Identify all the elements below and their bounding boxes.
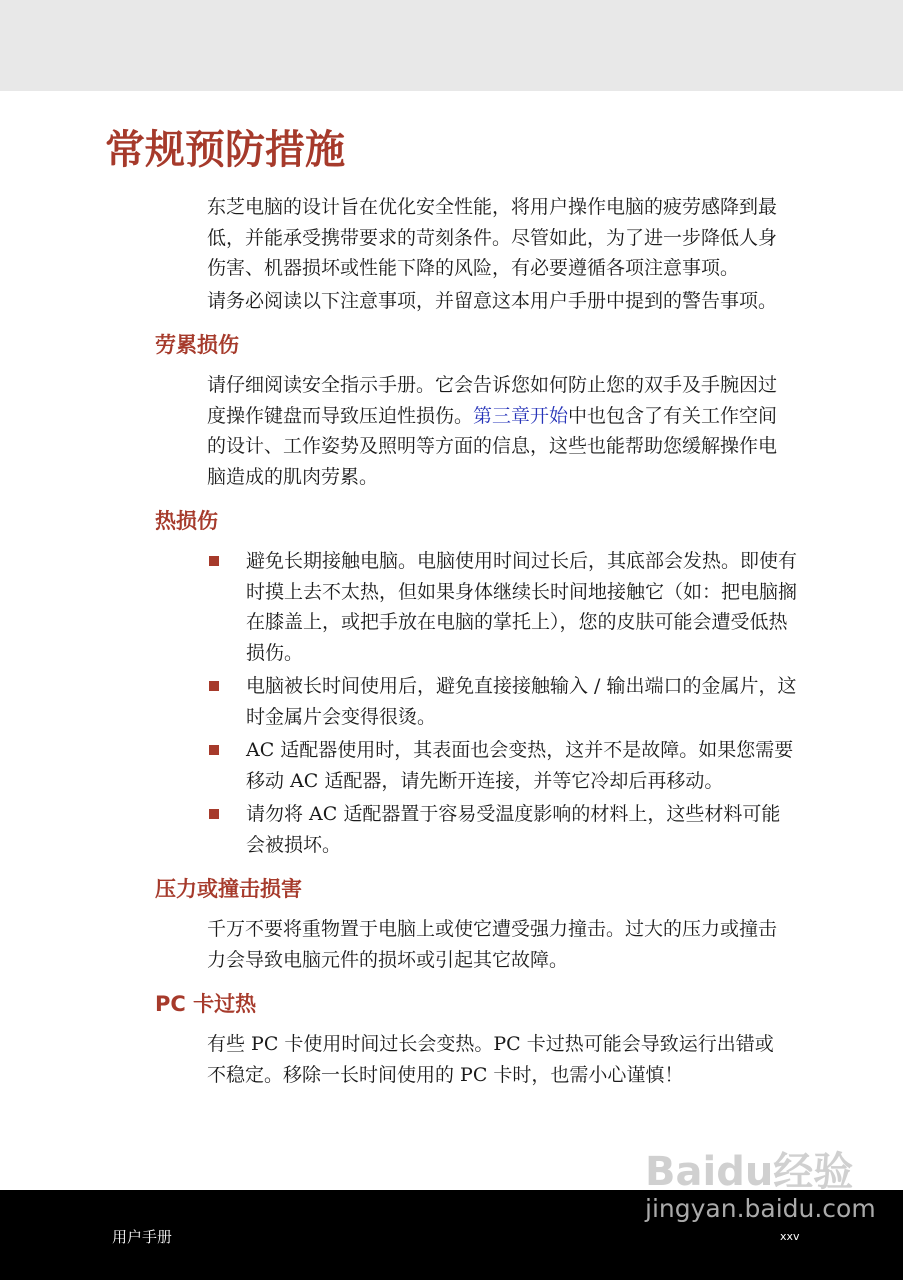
top-band [0, 0, 903, 91]
section-heading-heat: 热损伤 [155, 509, 218, 533]
list-item-text: 请勿将 AC 适配器置于容易受温度影响的材料上，这些材料可能会被损坏。 [246, 803, 781, 856]
list-item-text: 电脑被长时间使用后，避免直接接触输入 / 输出端口的金属片，这时金属片会变得很烫。 [246, 675, 797, 728]
content [0, 192, 903, 1092]
text: 请仔细阅读安全指示手册。它会告诉您如何防止您的双手及手腕因过度操作键盘而导致压迫性损伤。 [207, 374, 778, 427]
section-heading-pc-card: PC 卡过热 [155, 992, 257, 1016]
list-item [209, 799, 799, 860]
text: 中也包含了有关工作空间的设计、工作姿势及照明等方面的信息，这些也能帮助您缓解操作电脑造成的肌肉劳累。 [207, 404, 778, 488]
footer-title: 用户手册 [112, 1228, 173, 1246]
square-bullet-icon [209, 745, 219, 755]
heat-list [209, 546, 799, 860]
list-item [209, 546, 799, 668]
square-bullet-icon [209, 681, 219, 691]
chapter-3-link[interactable]: 第三章开始 [473, 404, 569, 427]
watermark-url: jingyan.baidu.com [645, 1194, 876, 1223]
watermark-brand: Baidu经验 [645, 1149, 854, 1195]
pressure-paragraph: 千万不要将重物置于电脑上或使它遭受强力撞击。过大的压力或撞击力会导致电脑元件的损坏或引起其它故障。 [207, 918, 778, 971]
list-item-text: AC 适配器使用时，其表面也会变热，这并不是故障。如果您需要移动 AC 适配器，请先断开连接，并等它冷却后再移动。 [246, 739, 794, 792]
list-item [209, 671, 799, 732]
section-heading-fatigue: 劳累损伤 [155, 333, 239, 357]
square-bullet-icon [209, 809, 219, 819]
page-title: 常规预防措施 [105, 127, 345, 173]
list-item [209, 735, 799, 796]
intro-paragraph: 请务必阅读以下注意事项，并留意这本用户手册中提到的警告事项。 [207, 289, 778, 312]
fatigue-paragraph [207, 370, 789, 492]
intro-paragraph: 东芝电脑的设计旨在优化安全性能，将用户操作电脑的疲劳感降到最低，并能承受携带要求的苛刻条件。尽管如此，为了进一步降低人身伤害、机器损坏或性能下降的风险，有必要遵循各项注意事项。 [207, 196, 778, 279]
pc-card-paragraph: 有些 PC 卡使用时间过长会变热。PC 卡过热可能会导致运行出错或不稳定。移除一长时间使用的 PC 卡时，也需小心谨慎！ [207, 1033, 774, 1086]
section-heading-pressure: 压力或撞击损害 [155, 877, 302, 901]
page-number: xxv [780, 1230, 800, 1243]
list-item-text: 避免长期接触电脑。电脑使用时间过长后，其底部会发热。即使有时摸上去不太热，但如果身体继续长时间地接触它（如：把电脑搁在膝盖上，或把手放在电脑的掌托上），您的皮肤可能会遭受低热损伤。 [246, 550, 798, 664]
baidu-watermark [645, 1140, 876, 1224]
square-bullet-icon [209, 556, 219, 566]
